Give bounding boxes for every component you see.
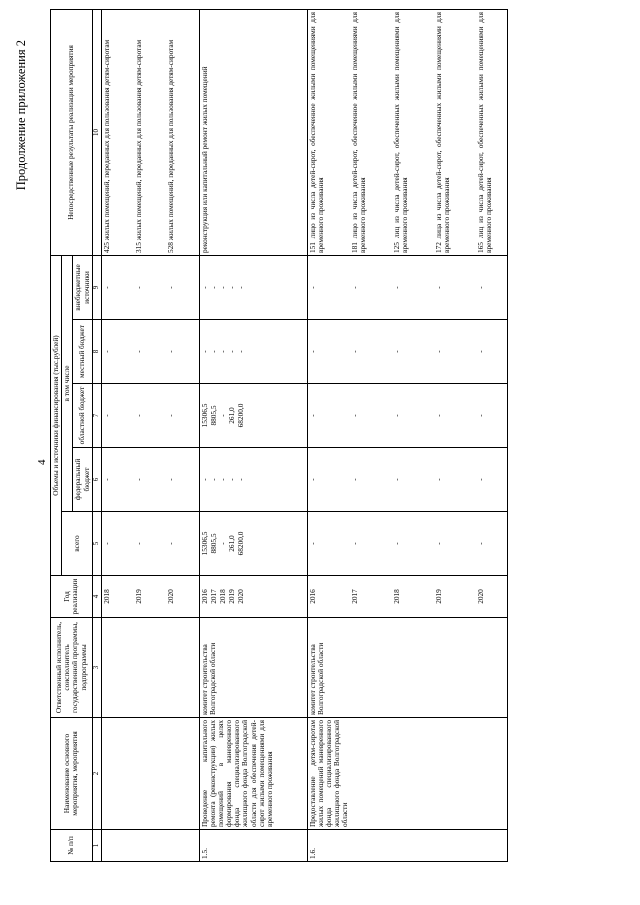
cell-value: - <box>199 350 209 353</box>
col-number: 10 <box>92 9 101 255</box>
row-executor: комитет строительства Волгоградской области <box>199 618 307 718</box>
page-number: 4 <box>36 459 48 465</box>
column-number-row <box>92 9 101 861</box>
col-executor-header: Ответственный исполнитель, соисполнитель государственной программы, подпрограммы <box>51 618 93 718</box>
cell-value: - <box>199 478 209 481</box>
year-cell <box>101 576 199 618</box>
federal-cell <box>101 448 199 512</box>
cell-value: 15306,5 <box>199 531 209 556</box>
results-cell <box>101 9 199 255</box>
funding-group-header: Объемы и источники финансирования (тыс.рублей) <box>51 255 62 575</box>
col-regional-header: областной бюджет <box>73 384 92 448</box>
cell-value: - <box>133 286 143 289</box>
regional-cell <box>199 384 307 448</box>
results-cell: реконструкция или капитальный ремонт жилых помещений <box>199 9 307 255</box>
year-value: 2018 <box>391 589 401 604</box>
results-cell <box>307 9 507 255</box>
table-row <box>307 9 507 861</box>
federal-cell <box>307 448 507 512</box>
cell-value: - <box>349 542 359 545</box>
cell-value: - <box>236 286 246 289</box>
regional-cell <box>307 384 507 448</box>
result-text: 425 жилых помещений, переданных для пользования детям-сиротам <box>101 39 111 253</box>
year-value: 2020 <box>475 589 485 604</box>
col-results-header: Непосредственные результаты реализации мероприятия <box>51 9 93 255</box>
cell-value: - <box>391 286 401 289</box>
regional-cell <box>101 384 199 448</box>
cell-value: - <box>199 286 209 289</box>
year-value: 2018 <box>217 589 227 604</box>
year-value: 2017 <box>349 589 359 604</box>
extra-cell <box>307 255 507 319</box>
cell-value: - <box>208 478 218 481</box>
cell-value: - <box>433 478 443 481</box>
cell-value: - <box>475 286 485 289</box>
col-no-header: № п/п <box>51 830 93 862</box>
cell-value: - <box>307 542 317 545</box>
cell-value: - <box>208 286 218 289</box>
cell-value: - <box>307 286 317 289</box>
cell-value: - <box>475 542 485 545</box>
cell-value: - <box>217 478 227 481</box>
cell-value: - <box>101 414 111 417</box>
year-value: 2019 <box>227 589 237 604</box>
col-extra-header: внебюджетные источники <box>73 255 92 319</box>
cell-value: - <box>165 414 175 417</box>
year-value: 2019 <box>433 589 443 604</box>
cell-value: - <box>349 350 359 353</box>
local-cell <box>199 320 307 384</box>
cell-value: - <box>101 286 111 289</box>
cell-value: - <box>307 414 317 417</box>
cell-value: - <box>475 350 485 353</box>
result-text: 315 жилых помещений, переданных для пользования детям-сиротам <box>133 39 143 253</box>
cell-value: - <box>208 350 218 353</box>
year-value: 2017 <box>208 589 218 604</box>
row-name: Предоставление детям-сиротам жилых помещений маневренного фонда специализированного жилищного фонда Волгоградской области <box>307 718 507 830</box>
total-cell <box>199 512 307 576</box>
col-number: 1 <box>92 830 101 862</box>
row-name: Проведение капитального ремонта (реконструкции) жилых помещений в целях формирования маневренного фонда специализированного жилищного фонда Волгоградской области для обеспечения детей-сирот жилыми помещениями для временного проживания <box>199 718 307 830</box>
cell-value: - <box>165 350 175 353</box>
cell-value: - <box>217 350 227 353</box>
col-total-header: всего <box>62 512 93 576</box>
cell-value: - <box>349 478 359 481</box>
cell-value: 68200,0 <box>236 403 246 428</box>
result-text: 181 лицо из числа детей-сирот, обеспеченное жилыми помещениями для временного проживания <box>349 11 367 253</box>
cell-value: - <box>475 478 485 481</box>
year-value: 2020 <box>165 589 175 604</box>
cell-value: - <box>133 414 143 417</box>
col-number: 5 <box>92 512 101 576</box>
including-header: в том числе <box>62 255 73 511</box>
col-number: 6 <box>92 448 101 512</box>
year-value: 2016 <box>199 589 209 604</box>
cell-value: - <box>349 414 359 417</box>
local-cell <box>307 320 507 384</box>
row-number: 1.6. <box>307 830 507 862</box>
cell-value: - <box>133 478 143 481</box>
cell-value: - <box>236 478 246 481</box>
result-text: 172 лица из числа детей-сирот, обеспеченных жилыми помещениями для временного проживания <box>433 11 451 253</box>
cell-value: - <box>133 542 143 545</box>
col-year-header: Год реализации <box>51 576 93 618</box>
result-text: 165 лиц из числа детей-сирот, обеспеченных жилыми помещениями для временного проживания <box>475 11 493 253</box>
col-federal-header: федеральный бюджет <box>73 448 92 512</box>
local-cell <box>101 320 199 384</box>
cell-value: 68200,0 <box>236 531 246 556</box>
year-value: 2016 <box>307 589 317 604</box>
cell-value: - <box>307 350 317 353</box>
col-number: 7 <box>92 384 101 448</box>
col-number: 9 <box>92 255 101 319</box>
result-text: 151 лицо из числа детей-сирот, обеспеченное жилыми помещениями для временного проживания <box>307 11 325 253</box>
row-executor: комитет строительства Волгоградской области <box>307 618 507 718</box>
cell-value: - <box>217 542 227 545</box>
col-number: 2 <box>92 718 101 830</box>
cell-value: - <box>475 414 485 417</box>
result-text: 528 жилых помещений, переданных для пользования детям-сиротам <box>165 39 175 253</box>
row-name <box>101 718 199 830</box>
cell-value: 15306,5 <box>199 403 209 428</box>
year-value: 2018 <box>101 589 111 604</box>
cell-value: - <box>391 414 401 417</box>
cell-value: - <box>227 350 237 353</box>
year-value: 2019 <box>133 589 143 604</box>
table-row <box>101 9 199 861</box>
continuation-label: Продолжение приложения 2 <box>14 40 28 191</box>
cell-value: - <box>227 478 237 481</box>
cell-value: - <box>101 478 111 481</box>
year-cell <box>199 576 307 618</box>
cell-value: - <box>307 478 317 481</box>
cell-value: - <box>349 286 359 289</box>
cell-value: - <box>433 414 443 417</box>
cell-value: - <box>133 350 143 353</box>
year-cell <box>307 576 507 618</box>
row-number <box>101 830 199 862</box>
table-row <box>199 9 307 861</box>
cell-value: - <box>217 414 227 417</box>
row-executor <box>101 618 199 718</box>
cell-value: - <box>433 286 443 289</box>
col-number: 3 <box>92 618 101 718</box>
cell-value: - <box>227 286 237 289</box>
extra-cell <box>199 255 307 319</box>
cell-value: - <box>165 478 175 481</box>
cell-value: - <box>391 350 401 353</box>
cell-value: - <box>165 286 175 289</box>
cell-value: - <box>433 542 443 545</box>
result-text: 125 лиц из числа детей-сирот, обеспеченных жилыми помещениями для временного проживания <box>391 11 409 253</box>
total-cell <box>307 512 507 576</box>
col-name-header: Наименование основного мероприятия, мероприятия <box>51 718 93 830</box>
extra-cell <box>101 255 199 319</box>
col-local-header: местный бюджет <box>73 320 92 384</box>
cell-value: - <box>391 478 401 481</box>
cell-value: 8805,5 <box>208 405 218 426</box>
cell-value: 8805,5 <box>208 533 218 554</box>
col-number: 8 <box>92 320 101 384</box>
cell-value: - <box>101 542 111 545</box>
row-number: 1.5. <box>199 830 307 862</box>
col-number: 4 <box>92 576 101 618</box>
year-value: 2020 <box>236 589 246 604</box>
program-table <box>50 9 508 862</box>
cell-value: - <box>433 350 443 353</box>
federal-cell <box>199 448 307 512</box>
cell-value: 261,0 <box>227 407 237 424</box>
cell-value: - <box>101 350 111 353</box>
cell-value: - <box>236 350 246 353</box>
cell-value: - <box>391 542 401 545</box>
total-cell <box>101 512 199 576</box>
cell-value: - <box>217 286 227 289</box>
cell-value: - <box>165 542 175 545</box>
cell-value: 261,0 <box>227 535 237 552</box>
